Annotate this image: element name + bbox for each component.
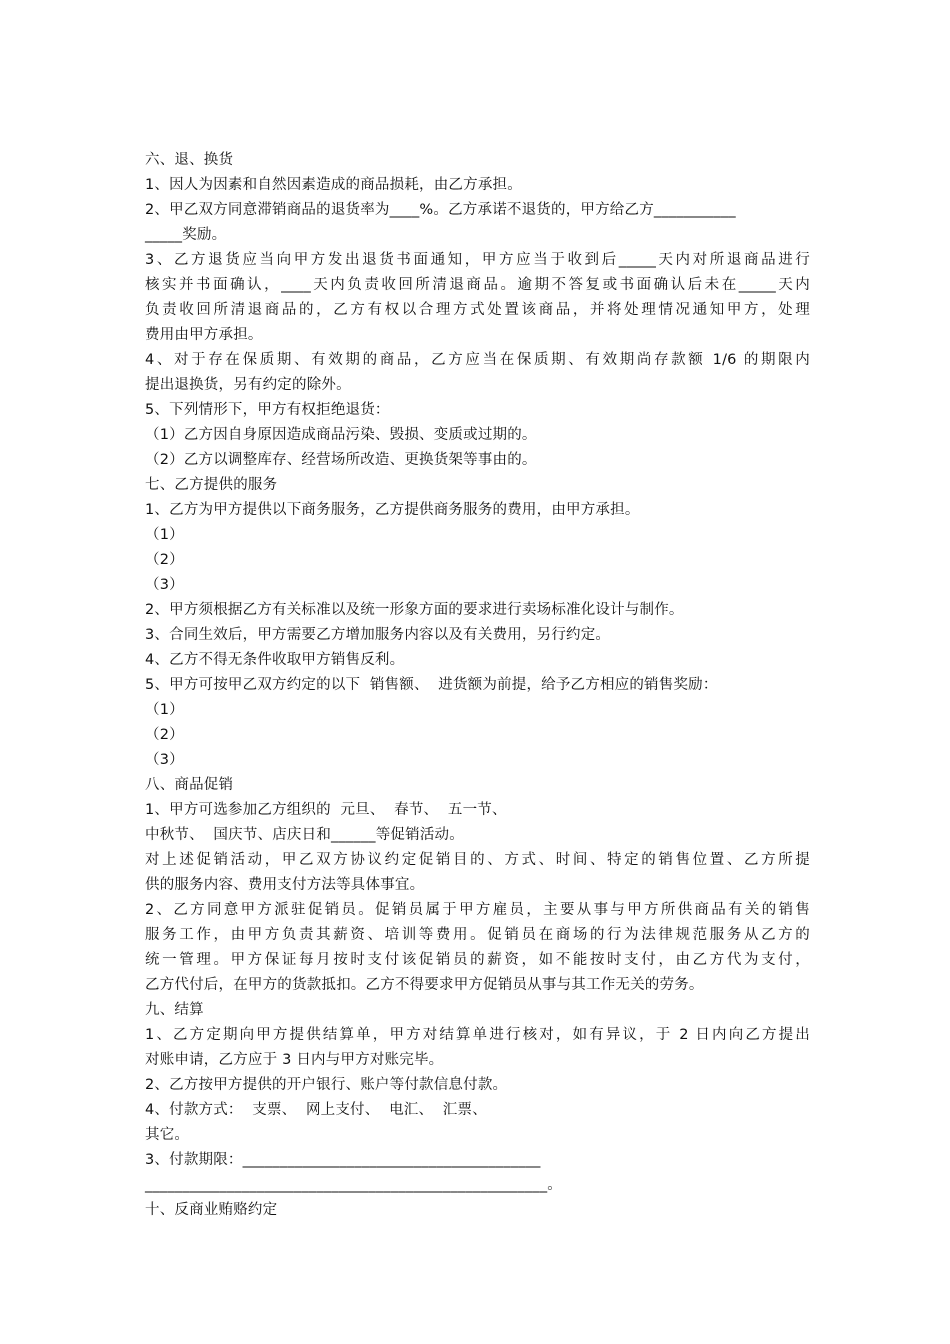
document-line: 1、乙方定期向甲方提供结算单，甲方对结算单进行核对，如有异议，于 2 日内向乙方提出 (145, 1027, 810, 1043)
document-line: 其它。 (145, 1127, 190, 1143)
document-line: 5、下列情形下，甲方有权拒绝退货： (145, 402, 390, 418)
document-line: （2） (145, 727, 184, 743)
document-line: 4、乙方不得无条件收取甲方销售反利。 (145, 652, 405, 668)
document-line: 中秋节、 国庆节、店庆日和______等促销活动。 (145, 827, 464, 843)
document-line: （1） (145, 702, 184, 718)
document-line: 3、付款期限：________________________________________ (145, 1152, 541, 1168)
document-line: 九、结算 (145, 1002, 204, 1018)
document-line: 负责收回所清退商品的，乙方有权以合理方式处置该商品，并将处理情况通知甲方，处理 (145, 302, 810, 318)
document-line: 5、甲方可按甲乙双方约定的以下 销售额、 进货额为前提，给予乙方相应的销售奖励： (145, 677, 718, 693)
document-line: 提出退换货，另有约定的除外。 (145, 377, 351, 393)
document-body (145, 148, 810, 1223)
document-line: 对账申请，乙方应于 3 日内与甲方对账完毕。 (145, 1052, 444, 1068)
document-line: 统一管理。甲方保证每月按时支付该促销员的薪资，如不能按时支付，由乙方代为支付， (145, 952, 810, 968)
document-line: （3） (145, 577, 184, 593)
document-line: 十、反商业贿赂约定 (145, 1202, 278, 1218)
document-line: （2） (145, 552, 184, 568)
document-line: 供的服务内容、费用支付方法等具体事宜。 (145, 877, 425, 893)
document-line: 2、乙方按甲方提供的开户银行、账户等付款信息付款。 (145, 1077, 508, 1093)
document-line: 服务工作，由甲方负责其薪资、培训等费用。促销员在商场的行为法律规范服务从乙方的 (145, 927, 810, 943)
document-line: 核实并书面确认，____天内负责收回所清退商品。逾期不答复或书面确认后未在_____天内 (145, 277, 810, 293)
document-line: 对上述促销活动，甲乙双方协议约定促销目的、方式、时间、特定的销售位置、乙方所提 (145, 852, 810, 868)
document-line: 1、乙方为甲方提供以下商务服务，乙方提供商务服务的费用，由甲方承担。 (145, 502, 640, 518)
document-line: 3、乙方退货应当向甲方发出退货书面通知，甲方应当于收到后_____天内对所退商品进行 (145, 252, 810, 268)
document-line: 3、合同生效后，甲方需要乙方增加服务内容以及有关费用，另行约定。 (145, 627, 611, 643)
document-line: 2、甲方须根据乙方有关标准以及统一形象方面的要求进行卖场标准化设计与制作。 (145, 602, 684, 618)
document-line: 费用由甲方承担。 (145, 327, 263, 343)
document-line: 1、因人为因素和自然因素造成的商品损耗，由乙方承担。 (145, 177, 522, 193)
document-line: _____奖励。 (145, 227, 227, 243)
document-line: ______________________________________________________。 (145, 1177, 562, 1193)
document-line: （2）乙方以调整库存、经营场所改造、更换货架等事由的。 (145, 452, 537, 468)
document-line: 七、乙方提供的服务 (145, 477, 278, 493)
document-line: 2、乙方同意甲方派驻促销员。促销员属于甲方雇员，主要从事与甲方所供商品有关的销售 (145, 902, 810, 918)
document-line: 4、付款方式： 支票、 网上支付、 电汇、 汇票、 (145, 1102, 487, 1118)
document-line: 六、退、换货 (145, 152, 234, 168)
document-line: （1）乙方因自身原因造成商品污染、毁损、变质或过期的。 (145, 427, 537, 443)
document-line: （3） (145, 752, 184, 768)
document-line: 乙方代付后，在甲方的货款抵扣。乙方不得要求甲方促销员从事与其工作无关的劳务。 (145, 977, 704, 993)
document-line: 2、甲乙双方同意滞销商品的退货率为____%。乙方承诺不退货的，甲方给乙方___________ (145, 202, 736, 218)
document-line: 1、甲方可选参加乙方组织的 元旦、 春节、 五一节、 (145, 802, 507, 818)
document-line: 八、商品促销 (145, 777, 234, 793)
document-line: 4、对于存在保质期、有效期的商品，乙方应当在保质期、有效期尚存款额 1/6 的期限内 (145, 352, 810, 368)
document-line: （1） (145, 527, 184, 543)
